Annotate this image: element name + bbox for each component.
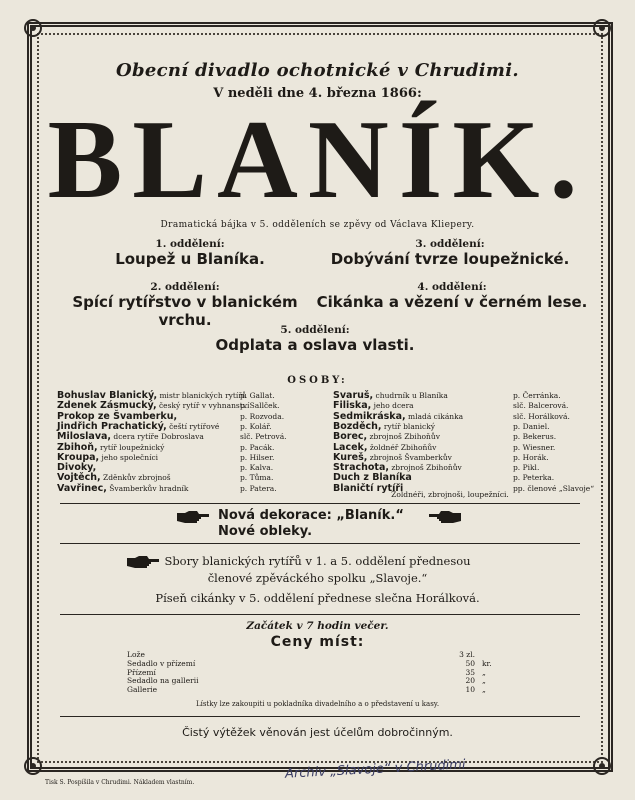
character-role: zbrojnoš Švamberkův: [367, 452, 452, 462]
choir-notice: Sbory blanických rytířů v 1. a 5. oddělení přednesou: [164, 554, 471, 568]
character-role: mistr blanických rytířů: [157, 391, 247, 400]
act-number: 1. oddělení:: [155, 238, 225, 250]
play-subtitle: Dramatická bájka v 5. odděleních se zpěvy od Václava Kliepery.: [160, 220, 475, 230]
actor-name: p. Daniel.: [513, 421, 550, 431]
character-role: rytíř loupežnický: [97, 442, 165, 452]
corner-ornament-icon: [591, 755, 613, 777]
character-role: mladá cikánka: [405, 411, 464, 421]
actor-name: p. Rozvoda.: [240, 411, 285, 421]
character-name: Vojtěch,: [57, 472, 101, 484]
printer-credit: Tisk S. Pospíšila v Chrudimi. Nákladem vlastním.: [45, 779, 195, 786]
actor-name: slč. Horálková.: [513, 411, 570, 421]
price-label: Gallerie: [127, 685, 158, 695]
price-value: 20: [465, 676, 475, 686]
prices-heading: Ceny míst:: [270, 634, 365, 650]
theatre-name: Obecní divadlo ochotnické v Chrudimi.: [116, 60, 519, 81]
character-role: jeho společníci: [99, 452, 159, 462]
act-2: [50, 281, 320, 329]
price-label: Přízemí: [127, 667, 156, 677]
character-name: Jindřich Prachatický,: [57, 420, 167, 432]
divider: [60, 716, 580, 717]
character-name: Prokop ze Švamberku,: [57, 410, 178, 422]
character-name: Divoky,: [57, 462, 97, 474]
price-label: Lože: [127, 650, 145, 659]
actor-name: p. Pikl.: [513, 463, 540, 473]
price-label: Sedadlo v přízemí: [127, 658, 196, 668]
performance-date: V neděli dne 4. března 1866:: [213, 86, 422, 101]
actor-name: p. Horák.: [513, 452, 549, 462]
act-title: Cikánka a vězení v černém lese.: [316, 293, 588, 311]
character-role: jeho dcera: [371, 401, 414, 411]
corner-ornament-icon: [591, 17, 613, 39]
archive-stamp: Archiv „Slavoje“ v Chrudimi: [284, 757, 466, 782]
song-notice: Píseň cikánky v 5. oddělení přednese slečna Horálková.: [155, 591, 480, 605]
choir-notice-2: členové zpěváckého spolku „Slavoje.“: [207, 571, 428, 585]
character-name: Borec,: [333, 431, 368, 443]
character-name: Vavřinec,: [57, 482, 107, 494]
cast-row: [57, 483, 188, 494]
character-name: Duch z Blaníka: [333, 472, 412, 484]
play-title: BLANÍK.: [47, 98, 588, 222]
new-decoration-notice: Nová dekorace: „Blaník.“: [218, 508, 404, 523]
actor-name: p. Patera.: [240, 483, 277, 493]
act-title: Dobývání tvrze loupežnické.: [330, 250, 570, 268]
divider: [60, 614, 580, 615]
price-value: 10: [465, 685, 475, 695]
pointing-hand-icon: [175, 509, 211, 525]
actor-name: p. Kolář.: [240, 421, 272, 431]
act-number: 5. oddělení:: [280, 324, 350, 336]
new-costumes-notice: Nové obleky.: [218, 524, 313, 539]
character-name: Filiska,: [333, 400, 372, 412]
character-name: Svaruš,: [333, 390, 374, 401]
price-unit: „: [482, 667, 486, 677]
actor-name: pp. členové „Slavoje“: [513, 483, 595, 493]
character-role: žoldnéř Zbihoňův: [367, 442, 437, 452]
price-value: 35: [465, 667, 475, 677]
character-role: Švamberkův hradník: [106, 483, 189, 493]
divider: [60, 543, 580, 544]
actor-name: p. Tůma.: [240, 473, 274, 483]
actor-name: p. Wiesner.: [513, 442, 556, 452]
character-name: Bozděch,: [333, 420, 382, 432]
start-time: Začátek v 7 hodin večer.: [246, 620, 389, 632]
actor-name: p. Kalva.: [240, 463, 274, 473]
corner-ornament-icon: [22, 17, 44, 39]
character-role: rytíř blanický: [381, 421, 436, 431]
price-unit: kr.: [482, 658, 492, 668]
character-name: Bohuslav Blanický,: [57, 390, 158, 401]
tickets-note: Lístky lze zakoupiti u pokladníka divadelního a o představení u kasy.: [195, 700, 440, 708]
price-unit: „: [482, 685, 486, 695]
act-number: 2. oddělení:: [150, 281, 220, 293]
act-5: [180, 324, 450, 354]
divider: [60, 503, 580, 504]
character-name: Kroupa,: [57, 451, 100, 463]
character-name: Miloslava,: [57, 431, 112, 443]
character-role: čeští rytířové: [166, 421, 220, 431]
act-title: Loupež u Blaníka.: [115, 250, 265, 268]
actor-name: p. Peterka.: [513, 473, 555, 483]
character-role: český rytíř v vyhnanství: [156, 401, 250, 411]
character-name: Blaničtí rytíři: [333, 482, 404, 494]
character-role: Zděnkův zbrojnoš: [100, 473, 171, 483]
character-name: Sedmikráska,: [333, 410, 406, 422]
price-unit: „: [482, 676, 486, 686]
act-title: Spící rytířstvo v blanickém vrchu.: [72, 293, 298, 329]
pointing-hand-icon: [427, 509, 463, 525]
act-number: 4. oddělení:: [417, 281, 487, 293]
actor-name: p. Čerránka.: [513, 391, 561, 400]
character-name: Kureš,: [333, 451, 368, 463]
actor-name: p. Hilser.: [240, 452, 275, 462]
character-role: chudrník u Blaníka: [373, 391, 448, 400]
proceeds-note: Čistý výtěžek věnován jest účelům dobročinným.: [182, 726, 453, 739]
character-role: zbrojnoš Zbihoňův: [367, 432, 440, 442]
actor-name: slč. Balcerová.: [513, 401, 569, 411]
actor-name: p. Sallček.: [240, 401, 280, 411]
actor-name: p. Pacák.: [240, 442, 275, 452]
cast-extras: Žoldnéři, zbrojnoši, loupežníci.: [391, 490, 509, 499]
actor-name: p. Bekerus.: [513, 432, 557, 442]
actor-name: slč. Petrová.: [240, 432, 287, 442]
act-1: [70, 238, 310, 268]
character-name: Zbihoň,: [57, 441, 98, 453]
price-value: 50: [465, 658, 475, 668]
act-title: Odplata a oslava vlasti.: [215, 336, 415, 354]
persons-heading: OSOBY:: [287, 375, 348, 386]
character-name: Strachota,: [333, 462, 389, 474]
act-3: [320, 238, 580, 268]
corner-ornament-icon: [22, 755, 44, 777]
price-value: 3 zl.: [459, 650, 475, 659]
character-role: dcera rytíře Dobroslava: [111, 432, 204, 442]
actor-name: p. Gallat.: [240, 391, 275, 400]
price-label: Sedadlo na gallerii: [127, 676, 199, 686]
act-number: 3. oddělení:: [415, 238, 485, 250]
character-name: Zdenek Zásmucký,: [57, 400, 157, 412]
character-role: zbrojnoš Zbihoňův: [388, 463, 462, 473]
character-name: Lacek,: [333, 441, 368, 453]
act-4: [312, 281, 592, 311]
